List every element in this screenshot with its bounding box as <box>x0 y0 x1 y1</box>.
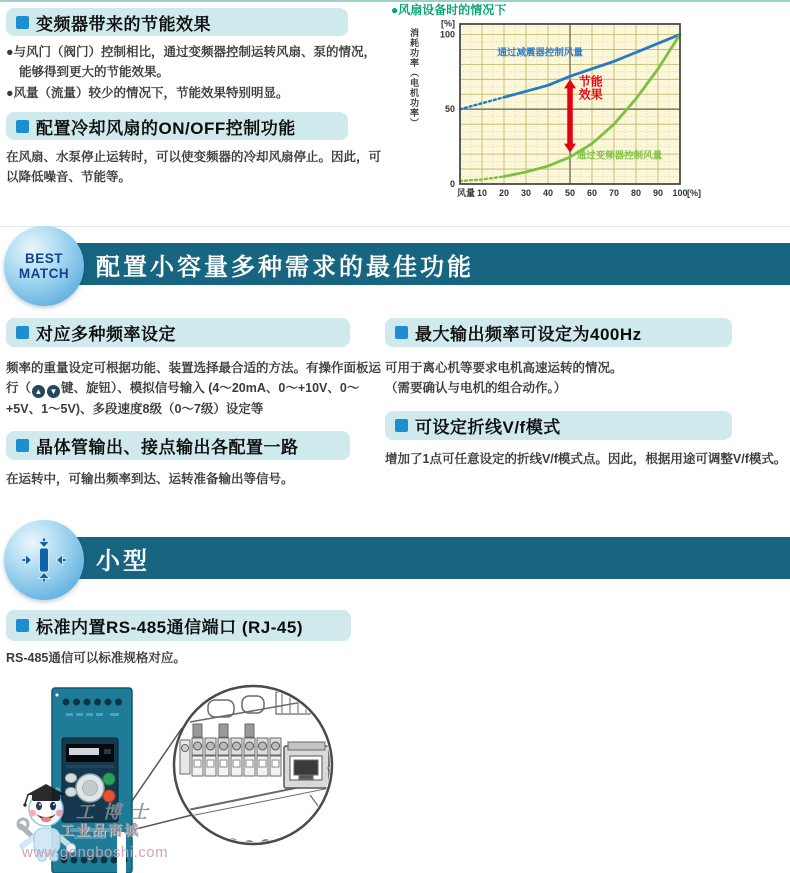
bullet-item: ●与风门（阀门）控制相比，通过变频器控制运转风扇、泵的情况，能够得到更大的节能效果。 <box>6 45 377 80</box>
section-title: 标准内置RS-485通信端口 (RJ-45) <box>36 618 303 637</box>
banner-title: 配置小容量多种需求的最佳功能 <box>96 253 474 281</box>
badge-text: MATCH <box>18 266 70 281</box>
section-title: 对应多种频率设定 <box>36 325 176 344</box>
rj45-magnifier-callout <box>174 686 335 863</box>
svg-text:效果: 效果 <box>578 87 603 102</box>
chart-plot <box>430 12 780 208</box>
rs485-body: RS-485通信可以标准规格对应。 <box>6 651 186 665</box>
section-title: 可设定折线V/f模式 <box>415 418 561 437</box>
banner-title: 小型 <box>96 547 150 575</box>
body-text: 频率的重量设定可根据功能、装置选择最合适的方法。有操作面板运行（ <box>6 361 382 396</box>
svg-text:70: 70 <box>608 188 620 198</box>
section-header-transistor-output <box>6 431 350 460</box>
best-match-badge <box>4 226 84 306</box>
section-header-vf-pattern <box>385 411 732 440</box>
run-button-drawing <box>103 773 115 785</box>
energy-saving-bullets <box>6 42 386 103</box>
svg-text:60: 60 <box>586 188 598 198</box>
svg-text:90: 90 <box>652 188 664 198</box>
svg-text:通过变频器控制风量: 通过变频器控制风量 <box>576 150 663 162</box>
chart-y-axis-label: 消耗功率（电机功率） <box>409 28 419 128</box>
transistor-output-body: 在运转中，可输出频率到达、运转准备输出等信号。 <box>6 472 294 486</box>
watermark-subtitle: 工业品商城 <box>60 822 140 838</box>
bullet-item: ●风量（流量）较少的情况下，节能效果特别明显。 <box>6 85 289 100</box>
svg-text:风量: 风量 <box>456 188 475 198</box>
section-title: 最大输出频率可设定为400Hz <box>415 325 642 344</box>
section-title: 配置冷却风扇的ON/OFF控制功能 <box>36 118 296 138</box>
svg-text:50: 50 <box>564 188 576 198</box>
section-header-frequency-setting <box>6 318 350 347</box>
fan-energy-chart <box>388 0 790 214</box>
banner-compact <box>30 537 790 579</box>
rj45-port-drawing <box>284 742 334 788</box>
compact-badge <box>4 520 84 600</box>
body-text: 键、旋钮）、模拟信号输入 (4～20mA、0～+10V、0～+5V、1～5V)、多段速度8级（0～7级）设定等 <box>6 381 360 416</box>
section-divider <box>0 226 790 227</box>
svg-text:80: 80 <box>630 188 642 198</box>
svg-text:[%]: [%] <box>441 18 455 29</box>
svg-text:100: 100 <box>439 29 455 40</box>
svg-text:20: 20 <box>498 188 510 198</box>
blue-square-icon <box>16 439 29 452</box>
blue-square-icon <box>16 619 29 632</box>
up-key-icon: ▲ <box>32 385 45 398</box>
fan-onoff-body: 在风扇、水泵停止运转时，可以使变频器的冷却风扇停止。因此，可以降低噪音、节能等。 <box>6 150 382 185</box>
blue-square-icon <box>16 326 29 339</box>
vf-pattern-body: 增加了1点可任意设定的折线V/f模式点。因此，根据用途可调整V/f模式。 <box>385 452 787 466</box>
blue-square-icon <box>395 326 408 339</box>
section-header-max-frequency <box>385 318 732 347</box>
blue-square-icon <box>16 16 29 29</box>
max-frequency-body <box>385 358 787 399</box>
badge-text: BEST <box>24 250 63 266</box>
compact-arrows-icon <box>22 538 66 582</box>
svg-text:50: 50 <box>444 104 455 115</box>
section-header-energy-saving <box>6 8 348 36</box>
blue-square-icon <box>395 419 408 432</box>
svg-text:40: 40 <box>542 188 554 198</box>
watermark-brand: 工博士 <box>76 802 157 822</box>
watermark-url: www.gongboshi.com <box>22 844 169 861</box>
svg-text:10: 10 <box>476 188 488 198</box>
section-title: 晶体管输出、接点输出各配置一路 <box>36 438 299 457</box>
svg-text:30: 30 <box>520 188 532 198</box>
body-line: 可用于离心机等要求电机高速运转的情况。 <box>385 361 623 375</box>
section-header-rs485 <box>6 610 351 641</box>
svg-text:[%]: [%] <box>687 188 701 198</box>
body-line: （需要确认与电机的组合动作。） <box>385 381 567 396</box>
inverter-figure <box>40 660 340 873</box>
svg-text:节能: 节能 <box>578 74 603 89</box>
blue-square-icon <box>16 120 29 133</box>
section-title: 变频器带来的节能效果 <box>36 14 211 34</box>
chart-title: ●风扇设备时的情况下 <box>391 3 507 17</box>
section-header-fan-onoff <box>6 112 348 140</box>
down-key-icon: ▼ <box>47 385 60 398</box>
svg-text:0: 0 <box>449 179 455 189</box>
svg-text:通过减震器控制风量: 通过减震器控制风量 <box>497 47 583 59</box>
svg-text:100: 100 <box>672 188 688 198</box>
frequency-setting-body <box>6 358 388 419</box>
banner-best-match <box>30 243 790 285</box>
